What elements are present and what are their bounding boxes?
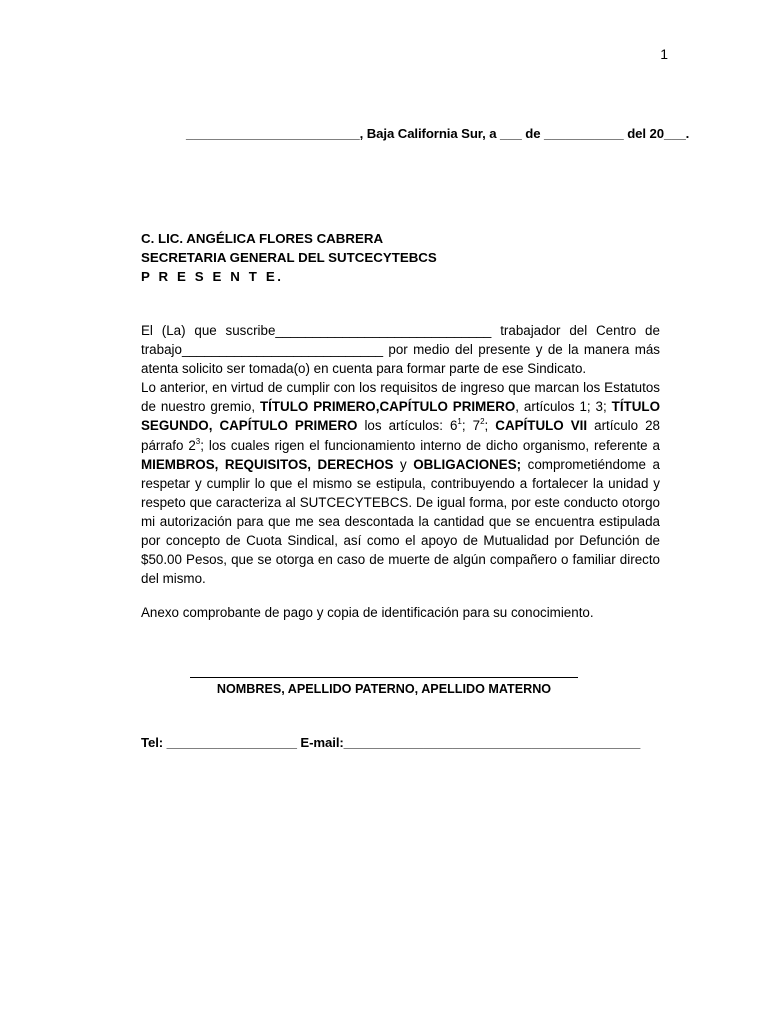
- bold-ref: TÍTULO PRIMERO,CAPÍTULO PRIMERO: [259, 399, 516, 415]
- page-number: 1: [660, 46, 668, 62]
- word: El: [141, 323, 153, 338]
- signature-caption: NOMBRES, APELLIDO PATERNO, APELLIDO MATERNO: [216, 682, 552, 696]
- bold-term: OBLIGACIONES;: [413, 456, 522, 472]
- bold-term: REQUISITOS,: [224, 456, 311, 472]
- date-line: ________________________, Baja California Sur, a ___ de ___________ del 20___.: [186, 126, 690, 141]
- word: (La): [161, 323, 186, 338]
- bold-ref: CAPÍTULO VII: [495, 418, 588, 434]
- recipient-name: C. LIC. ANGÉLICA FLORES CABRERA: [141, 231, 384, 246]
- paragraph-request: trabajo___________________________ por medio del presente y de la manera más atenta solicito ser tomada(o) en cuenta para formar parte de ese Sindicato.: [141, 342, 660, 377]
- body-first-line: [141, 321, 660, 340]
- bold-ref: TÍTULO SEGUNDO, CAPÍTULO PRIMERO: [141, 399, 660, 434]
- word: trabajador: [500, 323, 561, 338]
- signature-line: [190, 677, 578, 678]
- bold-term: DERECHOS: [317, 456, 394, 472]
- presente-line: P R E S E N T E.: [141, 269, 284, 284]
- suscribe-blank: suscribe_____________________________: [225, 323, 492, 338]
- footnote-mark: 3: [195, 436, 201, 446]
- footnote-mark: 2: [480, 417, 485, 427]
- paragraph-statutes: Lo anterior, en virtud de cumplir con los requisitos de ingreso que marcan los Estatutos de nuestro gremio, TÍTULO PRIMERO,CAPÍTULO PRIMERO, artículos 1; 3; TÍTULO SEGUNDO, CAPÍTULO PRIMERO los artículos: $6^1$; $7^2$; CAPÍTULO VII artículo 28 párrafo $2^3$; los cuales rigen el funcionamiento interno de dicho organismo, referente a MIEMBROS, REQUISITOS, DERECHOS y OBLIGACIONES; comprometiéndome a respetar y cumplir lo que el mismo se estipula, contribuyendo a fortalecer la unidad y respeto que caracteriza al SUTCECYTEBCS. De igual forma, por este conducto otorgo mi autorización para que me sea descontada la cantidad que se encuentra estipulada por concepto de Cuota Sindical, así como el apoyo de Mutualidad por Defunción de $50.00 Pesos, que se otorga en caso de muerte de algún compañero o familiar directo del mismo.: [141, 380, 660, 587]
- letter-body: [141, 321, 660, 588]
- annex-note: Anexo comprobante de pago y copia de identificación para su conocimiento.: [141, 605, 594, 620]
- word: del: [569, 323, 588, 338]
- recipient-block: [141, 229, 437, 286]
- word: Centro: [596, 323, 637, 338]
- contact-line: Tel: __________________ E-mail:_________________________________________: [141, 735, 641, 750]
- bold-term: MIEMBROS,: [141, 456, 219, 472]
- recipient-title: SECRETARIA GENERAL DEL SUTCECYTEBCS: [141, 250, 437, 265]
- word: que: [194, 323, 217, 338]
- footnote-mark: 1: [457, 417, 462, 427]
- word: de: [645, 323, 660, 338]
